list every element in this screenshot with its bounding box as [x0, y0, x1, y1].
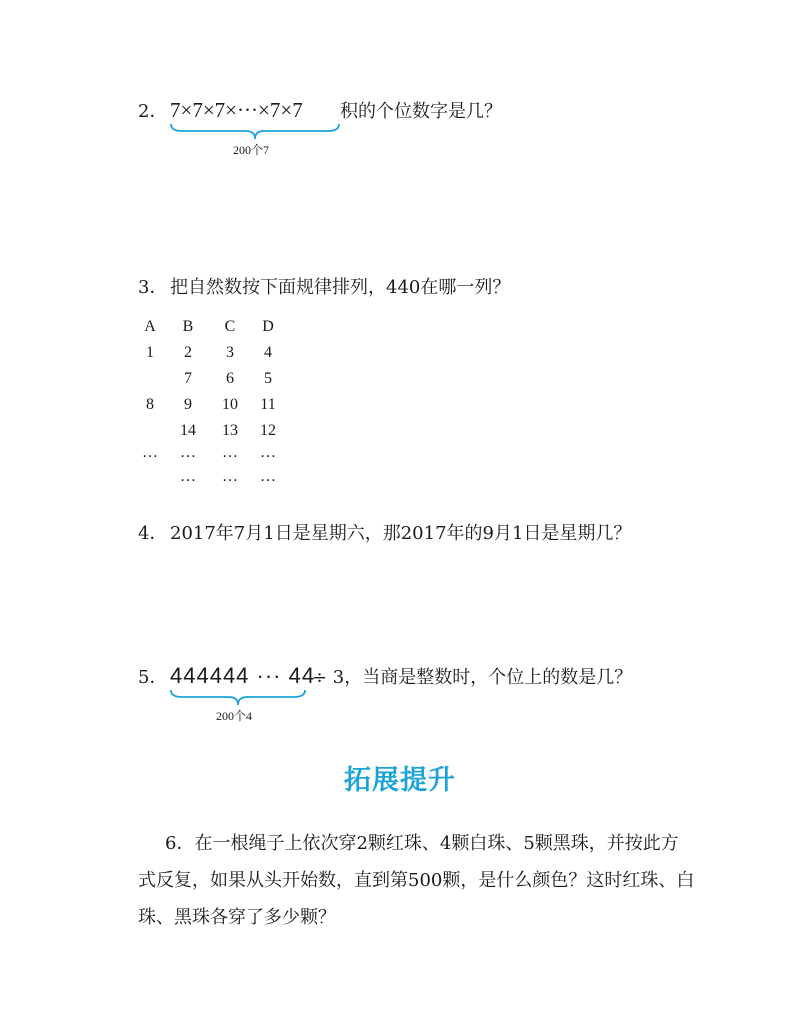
question-6-text: 在一根绳子上依次穿2颗红珠、4颗白珠、5颗黑珠，并按此方 [194, 833, 679, 854]
section-title: 拓展提升 [344, 765, 456, 796]
question-2-number: 2． [138, 101, 168, 122]
table-cell: … [222, 468, 238, 485]
question-3-text: 把自然数按下面规律排列，440在哪一列？ [170, 277, 511, 298]
table-cell: … [180, 444, 196, 461]
table-cell: 14 [180, 422, 196, 439]
table-cell: 2 [184, 344, 192, 361]
column-header: B [182, 318, 194, 335]
question-6-line: 珠、黑珠各穿了多少颗？ [138, 907, 336, 928]
table-cell: 4 [264, 344, 272, 361]
table-cell: 7 [184, 370, 192, 387]
table-cell: 11 [260, 396, 276, 413]
table-cell: 6 [226, 370, 234, 387]
underbrace-icon [170, 689, 306, 707]
table-cell: 9 [184, 396, 192, 413]
question-4-number: 4． [138, 523, 168, 544]
column-header: A [144, 318, 156, 335]
question-6-line: 式反复，如果从头开始数，直到第500颗，是什么颜色？这时红珠、白 [138, 870, 695, 891]
question-2-expression: 7×7×7×···×7×7 [170, 98, 303, 122]
table-cell: 5 [264, 370, 272, 387]
underbrace-icon [170, 123, 340, 141]
table-cell: … [222, 444, 238, 461]
table-cell: 12 [260, 422, 276, 439]
table-cell: … [260, 444, 276, 461]
question-5-expression: 444444 ··· 44 [170, 663, 316, 688]
question-6 [138, 825, 698, 936]
number-arrangement-table [130, 318, 290, 498]
table-cell: … [260, 468, 276, 485]
table-cell: 10 [222, 396, 238, 413]
question-6-number: 6． [165, 833, 195, 854]
table-cell: 8 [146, 396, 154, 413]
question-6-line [138, 825, 698, 862]
table-cell: … [180, 468, 196, 485]
question-5-number: 5． [138, 667, 168, 688]
table-cell: 1 [146, 344, 154, 361]
table-cell: … [142, 444, 158, 461]
question-2-brace-note: 200个7 [233, 143, 270, 157]
question-4-text: 2017年7月1日是星期六，那2017年的9月1日是星期几？ [170, 523, 632, 544]
table-cell: 3 [226, 344, 234, 361]
column-header: D [262, 318, 274, 335]
question-3-number: 3． [138, 277, 168, 298]
table-cell: 13 [222, 422, 238, 439]
question-5-text: ÷ 3，当商是整数时，个位上的数是几？ [312, 667, 633, 688]
column-header: C [224, 318, 236, 335]
question-2-text: 积的个位数字是几？ [340, 101, 502, 122]
question-5-brace-note: 200个4 [216, 709, 253, 723]
